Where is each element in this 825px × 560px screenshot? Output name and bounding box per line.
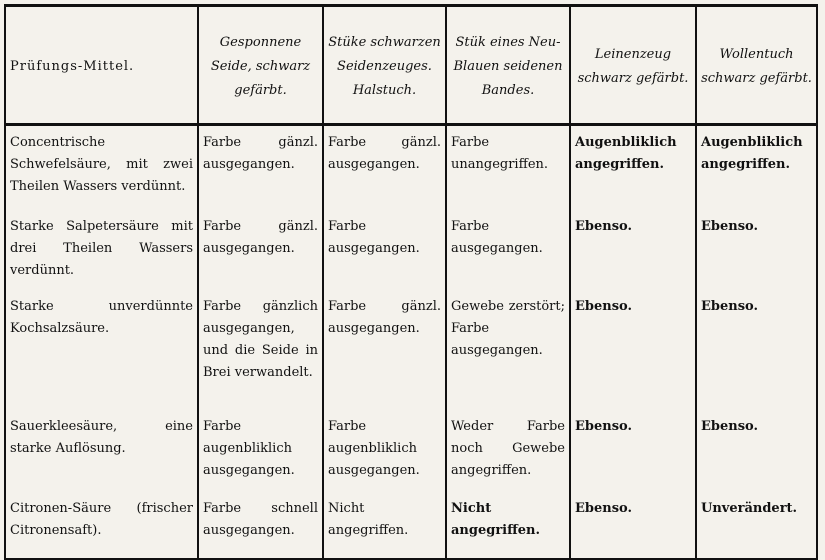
cell-seidenzeug: Nicht angegriffen. bbox=[323, 492, 446, 559]
cell-leinen: Ebenso. bbox=[570, 410, 696, 492]
cell-leinen: Ebenso. bbox=[570, 290, 696, 410]
cell-seide: Farbe schnell ausgegangen. bbox=[198, 492, 323, 559]
cell-band: Weder Farbe noch Gewebe angegriffen. bbox=[446, 410, 570, 492]
cell-wolle: Ebenso. bbox=[696, 410, 817, 492]
cell-leinen: Ebenso. bbox=[570, 492, 696, 559]
cell-band: Gewebe zerstört; Farbe ausgegangen. bbox=[446, 290, 570, 410]
cell-band: Farbe ausgegangen. bbox=[446, 210, 570, 290]
header-pruefungsmittel: Prüfungs-Mittel. bbox=[5, 6, 198, 125]
cell-wolle: Ebenso. bbox=[696, 290, 817, 410]
cell-mittel: Sauerkleesäure, eine starke Auflösung. bbox=[5, 410, 198, 492]
cell-mittel: Concentrische Schwefelsäure, mit zwei Theilen Wassers verdünnt. bbox=[5, 125, 198, 211]
header-seidenzeug: Stüke schwarzen Seidenzeuges. Halstuch. bbox=[323, 6, 446, 125]
cell-mittel: Citronen-Säure (frischer Citronensaft). bbox=[5, 492, 198, 559]
header-row bbox=[5, 6, 817, 125]
table-row bbox=[5, 210, 817, 290]
cell-seidenzeug: Farbe gänzl. ausgegangen. bbox=[323, 290, 446, 410]
cell-mittel: Starke unverdünnte Kochsalzsäure. bbox=[5, 290, 198, 410]
table-row bbox=[5, 290, 817, 410]
table-row bbox=[5, 125, 817, 211]
cell-seide: Farbe gänzl. ausgegangen. bbox=[198, 210, 323, 290]
cell-leinen: Ebenso. bbox=[570, 210, 696, 290]
header-wollentuch: Wollentuch schwarz gefärbt. bbox=[696, 6, 817, 125]
cell-leinen: Augenbliklich angegriffen. bbox=[570, 125, 696, 211]
table-row bbox=[5, 410, 817, 492]
cell-seide: Farbe gänzlich ausgegangen, und die Seide in Brei verwandelt. bbox=[198, 290, 323, 410]
header-leinenzeug: Leinenzeug schwarz gefärbt. bbox=[570, 6, 696, 125]
test-results-table bbox=[4, 4, 818, 560]
table-row bbox=[5, 492, 817, 559]
cell-band: Farbe unangegriffen. bbox=[446, 125, 570, 211]
cell-band: Nicht angegriffen. bbox=[446, 492, 570, 559]
cell-seidenzeug: Farbe ausgegangen. bbox=[323, 210, 446, 290]
cell-mittel: Starke Salpetersäure mit drei Theilen Wassers verdünnt. bbox=[5, 210, 198, 290]
cell-seidenzeug: Farbe gänzl. ausgegangen. bbox=[323, 125, 446, 211]
header-gesponnene-seide: Gesponnene Seide, schwarz gefärbt. bbox=[198, 6, 323, 125]
cell-seide: Farbe gänzl. ausgegangen. bbox=[198, 125, 323, 211]
cell-seidenzeug: Farbe augenbliklich ausgegangen. bbox=[323, 410, 446, 492]
header-seidenes-band: Stük eines Neu-Blauen seidenen Bandes. bbox=[446, 6, 570, 125]
cell-wolle: Augenbliklich angegriffen. bbox=[696, 125, 817, 211]
cell-seide: Farbe augenbliklich ausgegangen. bbox=[198, 410, 323, 492]
cell-wolle: Unverändert. bbox=[696, 492, 817, 559]
cell-wolle: Ebenso. bbox=[696, 210, 817, 290]
